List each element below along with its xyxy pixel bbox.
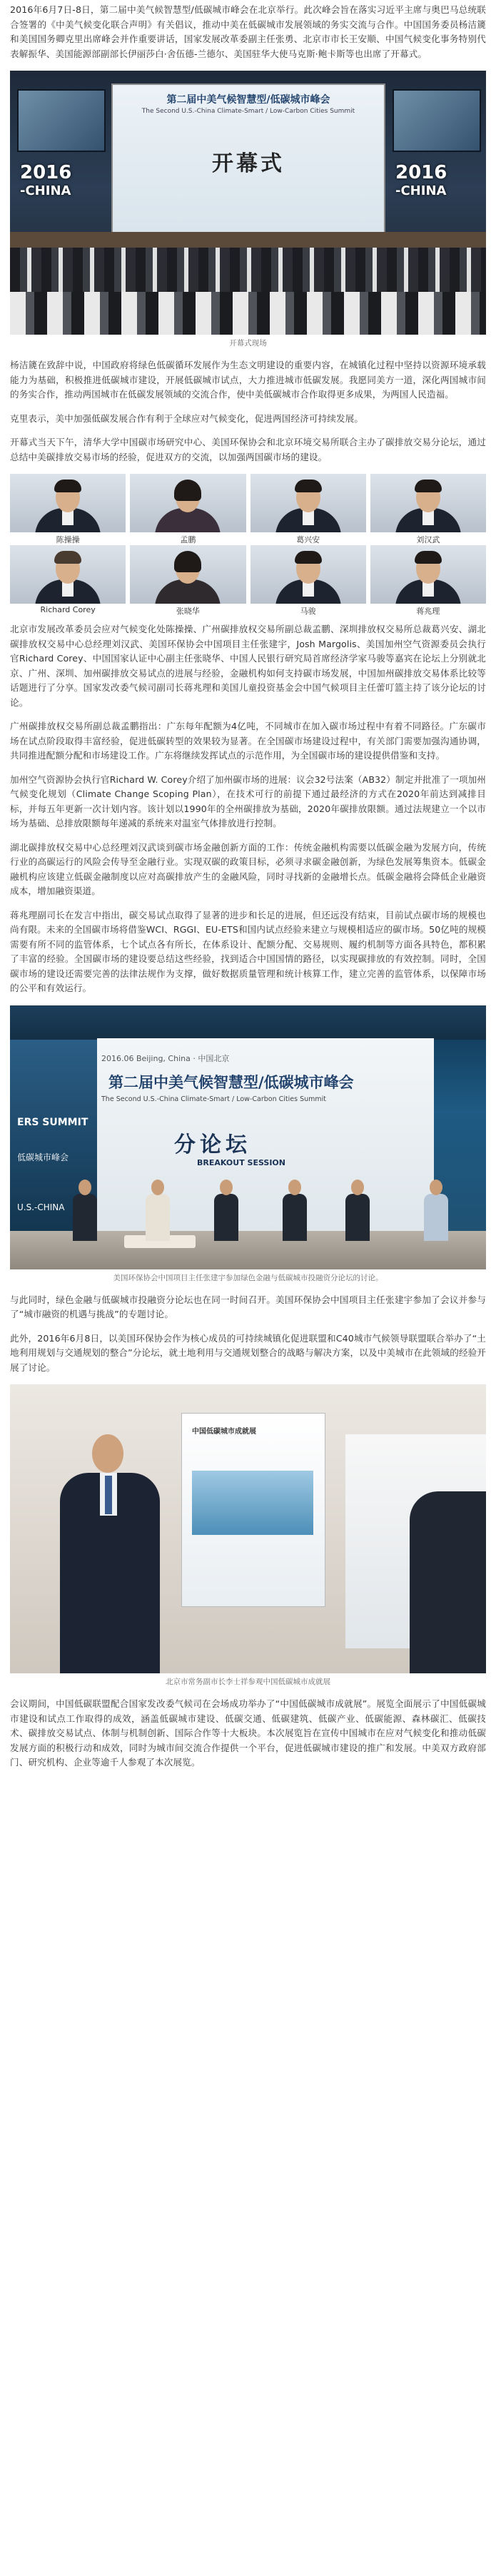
paragraph: 广州碳排放权交易所副总裁孟鹏指出：广东每年配额为4亿吨，不同城市在加入碳市场过程中有着不同路径。广东碳市场在试点阶段取得丰富经验，促进低碳转型的效果较为显著。在全国碳市场建设过程中，有关部门需要加强沟通协调，共同推进配额分配和市场建设工作。广东将继续发挥试点的示范作用，为全国碳市场的建设提供借鉴和支持。 (10, 721, 486, 761)
speaker-name: Richard Corey (40, 605, 96, 614)
speaker-name: 张晓华 (176, 607, 200, 616)
panelist (73, 1180, 97, 1241)
breakout-title: 分论坛 (174, 1132, 251, 1157)
speaker-name: 葛兴安 (296, 535, 320, 544)
board-label: 中国低碳城市成就展 (192, 1428, 256, 1436)
paragraph: 会议期间，中国低碳联盟配合国家发改委气候司在会场成功举办了“中国低碳城市成就展”。展览全面展示了中国低碳城市建设和试点工作取得的成效，涵盖低碳城市建设、低碳交通、低碳建筑、低碳产业、低碳能源、森林碳汇、低碳技术、碳排放交易试点、体制与机制创新、国际合作等十大板块。本次展览旨在宣传中国城市在应对气候变化和推动低碳发展方面的积极行动和成效，同时为城市间交流合作提供一个平台，促进低碳城市建设的推广和发展。中美双方政府部门、研究机构、企业等逾千人参观了本次展览。 (10, 1698, 486, 1768)
photo-caption: 美国环保协会中国项目主任张建宇参加绿色金融与低碳城市投融资分论坛的讨论。 (113, 1273, 383, 1282)
backdrop-title: 第二届中美气候智慧型/低碳城市峰会 (108, 1073, 354, 1091)
speaker-name: 蒋兆理 (416, 607, 440, 616)
panelist (283, 1180, 307, 1241)
visitor (60, 1427, 160, 1673)
panelist (345, 1180, 370, 1241)
side-text: ERS SUMMIT (17, 1116, 88, 1128)
speaker-photo (370, 545, 486, 604)
article (10, 3, 486, 1780)
year-right: 2016 (395, 162, 447, 183)
speaker-grid (10, 474, 486, 617)
tag-left: -CHINA (20, 183, 71, 198)
banner-main-text: 开幕式 (212, 151, 285, 176)
paragraph: 此外，2016年6月8日，以美国环保协会作为核心成员的可持续城镇化促进联盟和C40城市气候领导联盟联合举办了“土地利用规划与交通规划的整合”分论坛，就土地利用与交通规划整合的战略与解决方案，以及中美城市在此领域的经验开展了讨论。 (10, 1332, 486, 1373)
speaker-name: 刘汉武 (416, 535, 440, 544)
speaker-photo (10, 545, 126, 604)
breakout-title-en: BREAKOUT SESSION (197, 1157, 285, 1167)
right-screen (393, 89, 481, 152)
photo-caption: 开幕式现场 (229, 339, 267, 348)
speaker-photo (370, 474, 486, 532)
speaker-photo (130, 474, 246, 532)
paragraph: 克里表示，美中加强低碳发展合作有利于全球应对气候变化，促进两国经济可持续发展。 (10, 412, 364, 424)
speaker-card (370, 545, 486, 617)
banner-title: 第二届中美气候智慧型/低碳城市峰会 (166, 94, 330, 106)
paragraph: 北京市发展改革委员会应对气候变化处陈操操、广州碳排放权交易所副总裁孟鹏、深圳排放权交易所总裁葛兴安、湖北碳排放权交易中心总经理刘汉武、美国环保协会中国项目主任张建宇，Josh Margolis、美国加州空气资源委员会执行官Richard Corey、中国国家认证中心副主任张晓华、中国人民银行研究局首席经济学家马骏等嘉宾在论坛上分别就北京、广州、深圳、加州碳排放交易试点的进展与经验，金融机构如何支持碳市场发展，中国加州碳排放交易体系比较等话题进行了分享。国家发改委气候司副司长蒋兆理和美国儿童投资基金会中国气候项目主任蕾叮篮主持了该分论坛的讨论。 (10, 624, 486, 708)
paragraph: 开幕式当天下午，清华大学中国碳市场研究中心、美国环保协会和北京环境交易所联合主办了碳排放交易分论坛，通过总结中美碳排放交易市场的经验，促进双方的交流，以加强两国碳市场的建设。 (10, 437, 486, 462)
speaker-card (250, 474, 366, 545)
paragraph: 湖北碳排放权交易中心总经理刘汉武谈到碳市场金融创新方面的工作：传统金融机构需要以低碳金融为发展方向，传统行业的高碳运行的风险会传导至金融行业。实现双碳的政策目标，必须寻求碳金融创新，为绿色发展筹集资本。低碳金融机构应该建立低碳金融制度以应对高碳排放产生的金融风险，同时寻找新的金融增长点。低碳金融将会降低企业融资成本，增加融资渠道。 (10, 841, 486, 896)
paragraph: 蒋兆理副司长在发言中指出，碳交易试点取得了显著的进步和长足的进展，但还远没有结束，目前试点碳市场的规模也尚有限。未来的全国碳市场将借鉴WCI、RGGI、EU-ETS和国内试点经验来建立与规模相适应的碳市场。50亿吨的规模需要有所不同的监管体系，七个试点各有所长，在体系设计、配额分配、交易规则、履约机制等方面各具特色，都积累了丰富的经验。全国碳市场的建设要总结这些经验，找到适合中国国情的路径，以实现碳排放的有效控制。同时，全国碳市场的建设还需要完善的法律法规作为支撑，做好数据质量管理和统计核算工作，建立完善的监管体系，以保障市场的公平和有效运行。 (10, 909, 486, 993)
left-screen (17, 89, 106, 152)
opening-ceremony-photo (10, 71, 486, 335)
event-date: 2016.06 Beijing, China · 中国北京 (101, 1053, 230, 1063)
stage-banner (111, 83, 385, 235)
speaker-card (250, 545, 366, 617)
paragraph: 加州空气资源协会执行官Richard W. Corey介绍了加州碳市场的进展：议会32号法案（AB32）制定并批准了一项加州气候变化规划（Climate Change Scoping Plan），在技术可行的前提下通过最经济的方式在2020年前达到减排目标，并每五年更新一次计划内容。该计划以1990年的全州碳排放为基础，2020年碳排放限额。通过法规建立一个以市场为基础、总排放限额每年递减的系统来对温室气体排放进行控制。 (10, 774, 486, 828)
speaker-photo (10, 474, 126, 532)
exhibition-board (181, 1413, 325, 1607)
paragraph: 杨洁篪在致辞中说，中国政府将绿色低碳循环发展作为生态文明建设的重要内容，在城镇化过程中坚持以资源环境承载能力为基础，积极推进低碳城市建设，开展低碳城市试点，大力推进城市低碳发展。我愿同美方一道，深化两国城市间的务实合作，推动两国城市在低碳发展领域的交流合作，使中美低碳城市合作取得更多成果，为两国人民造福。 (10, 360, 486, 400)
speaker-card (130, 545, 246, 617)
paragraph: 与此同时，绿色金融与低碳城市投融资分论坛也在同一时间召开。美国环保协会中国项目主任张建宇参加了会议并参与了“城市融资的机遇与挑战”的专题讨论。 (10, 1294, 486, 1319)
speaker-photo (250, 474, 366, 532)
panelist (424, 1180, 448, 1241)
speaker-card (130, 474, 246, 545)
audience-front (10, 292, 486, 335)
side-text: 低碳城市峰会 (17, 1152, 69, 1162)
breakout-session-photo (10, 1005, 486, 1269)
speaker-card (370, 474, 486, 545)
ceiling (10, 1005, 486, 1040)
speaker-name: 马骏 (300, 607, 316, 616)
paragraph-intro: 2016年6月7日-8日，第二届中美气候智慧型/低碳城市峰会在北京举行。此次峰会旨在落实习近平主席与奥巴马总统联合签署的《中美气候变化联合声明》有关倡议，推动中美在低碳城市发展领域的务实交流与合作。中国国务委员杨洁篪和美国国务卿克里出席峰会并作重要讲话，国家发展改革委副主任张勇、北京市市长王安顺、中国气候变化事务特别代表解振华、美国能源部副部长伊丽莎白·舍伍德-兰德尔、美国驻华大使马克斯·鲍卡斯等也出席了开幕式。 (10, 4, 486, 59)
panelist (146, 1180, 170, 1241)
exhibition-photo (10, 1384, 486, 1673)
year-left: 2016 (20, 162, 72, 183)
speaker-photo (250, 545, 366, 604)
photo-caption: 北京市常务副市长李士祥参观中国低碳城市成就展 (166, 1678, 330, 1686)
side-text: U.S.-CHINA (17, 1202, 65, 1212)
speaker-name: 孟鹏 (180, 535, 196, 544)
banner-subtitle: The Second U.S.-China Climate-Smart / Low-Carbon Cities Summit (141, 108, 355, 115)
backdrop-subtitle: The Second U.S.-China Climate-Smart / Low-Carbon Cities Summit (101, 1095, 326, 1103)
speaker-name: 陈操操 (56, 535, 80, 544)
board-image (192, 1471, 313, 1535)
speaker-card (10, 545, 126, 617)
panelist (214, 1180, 238, 1241)
speaker-photo (130, 545, 246, 604)
visitor (410, 1491, 486, 1673)
stage (10, 232, 486, 248)
speaker-card (10, 474, 126, 545)
tag-right: -CHINA (395, 183, 447, 198)
